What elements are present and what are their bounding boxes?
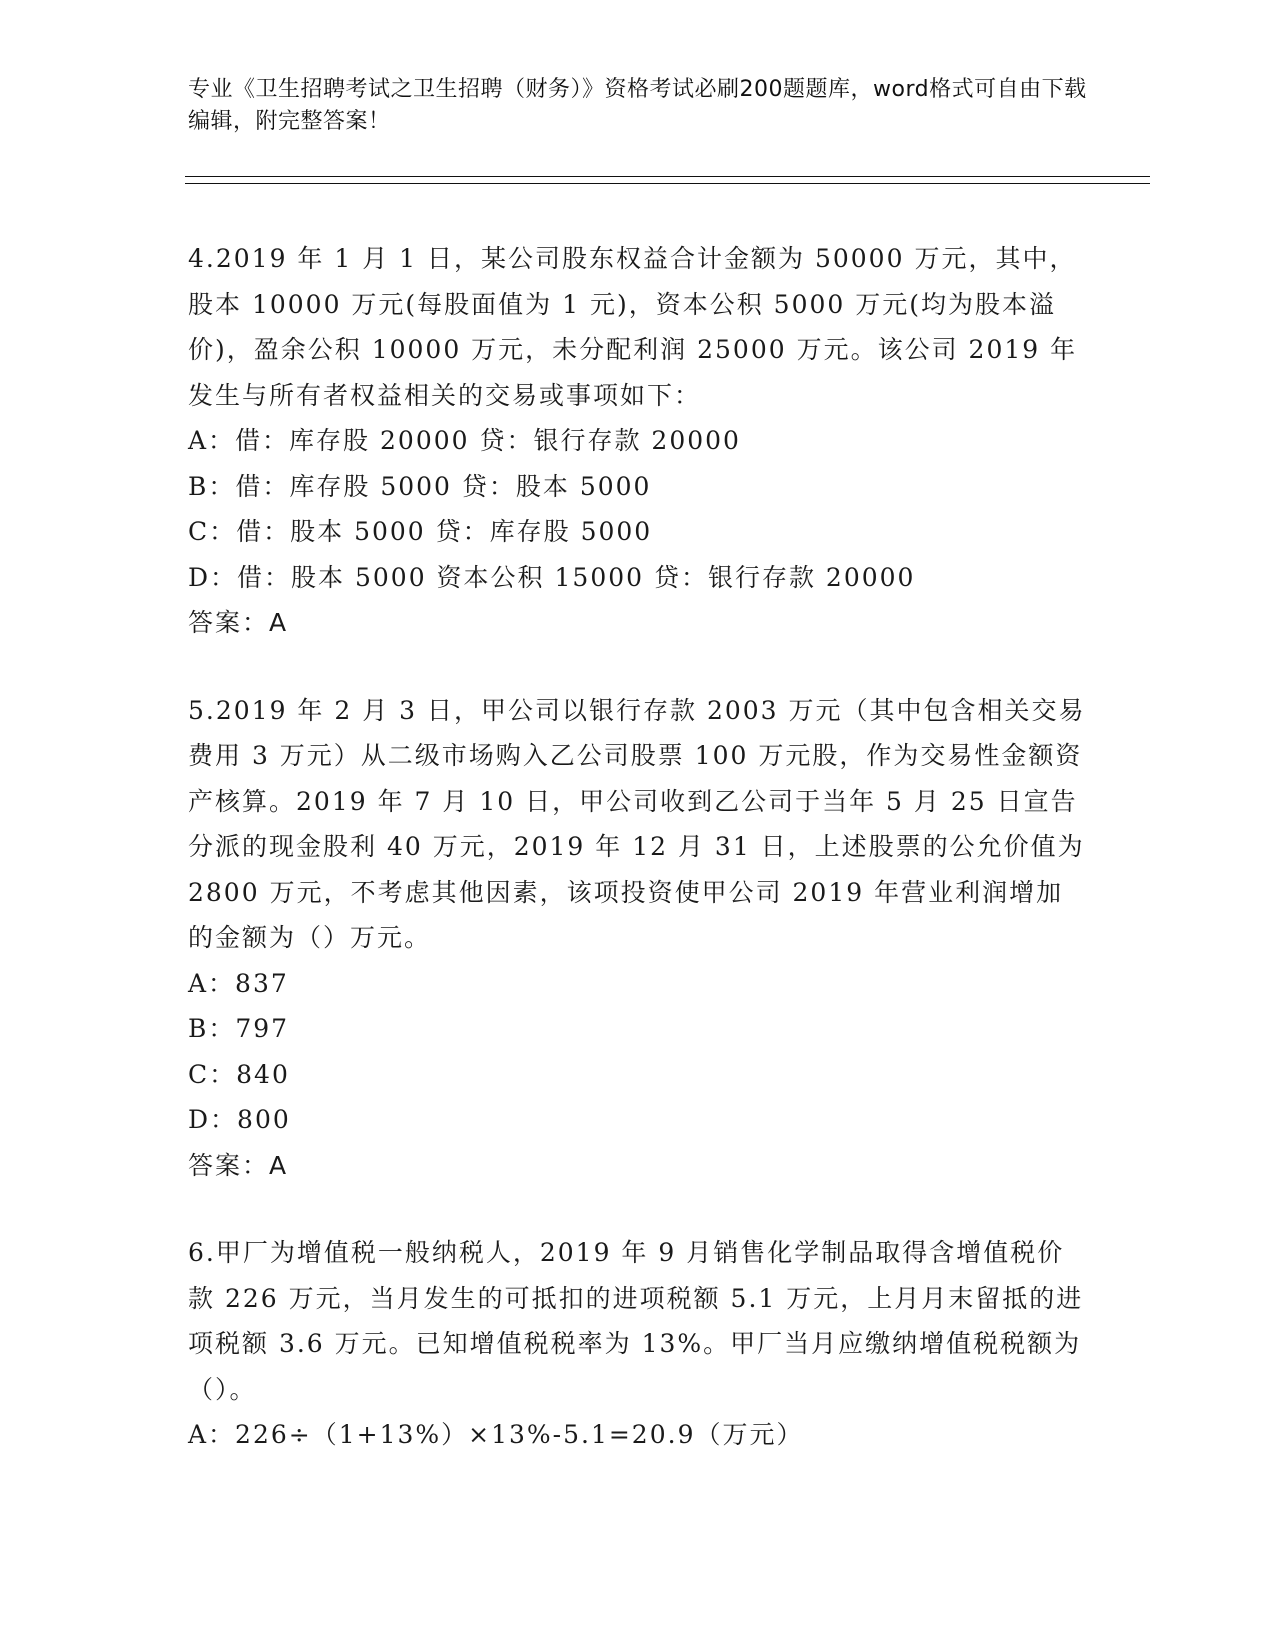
page-header-title: 专业《卫生招聘考试之卫生招聘（财务）》资格考试必刷200题题库，word格式可自由下载编辑，附完整答案！ bbox=[188, 77, 1087, 134]
option-c: C：借：股本 5000 贷：库存股 5000 bbox=[188, 517, 653, 546]
option-a: A：837 bbox=[188, 968, 289, 998]
answer-line: 答案：A bbox=[188, 608, 289, 637]
option-c: C：840 bbox=[188, 1059, 290, 1089]
option-b: B：797 bbox=[188, 1014, 290, 1043]
question-list bbox=[188, 236, 1088, 1500]
option-a: A：226÷（1+13%）×13%-5.1=20.9（万元） bbox=[188, 1420, 804, 1449]
question-stem: 6.甲厂为增值税一般纳税人，2019 年 9 月销售化学制品取得含增值税价款 226 万元，当月发生的可抵扣的进项税额 5.1 万元，上月月末留抵的进项税额 3.6 万元。已知增值税税率为 13%。甲厂当月应缴纳增值税税额为（）。 bbox=[188, 1238, 1084, 1404]
question-stem: 4.2019 年 1 月 1 日，某公司股东权益合计金额为 50000 万元，其中，股本 10000 万元(每股面值为 1 元)，资本公积 5000 万元(均为股本溢价)，盈余公积 10000 万元，未分配利润 25000 万元。该公司 2019 年发生与所有者权益相关的交易或事项如下： bbox=[188, 244, 1078, 410]
option-d: D：800 bbox=[188, 1105, 291, 1134]
answer-line: 答案：A bbox=[188, 1150, 289, 1180]
question-stem: 5.2019 年 2 月 3 日，甲公司以银行存款 2003 万元（其中包含相关交易费用 3 万元）从二级市场购入乙公司股票 100 万元股，作为交易性金额资产核算。2019 年 7 月 10 日，甲公司收到乙公司于当年 5 月 25 日宣告分派的现金股利 40 万元，2019 年 12 月 31 日，上述股票的公允价值为 2800 万元，不考虑其他因素，该项投资使甲公司 2019 年营业利润增加的金额为（）万元。 bbox=[188, 695, 1086, 952]
question-item-4 bbox=[188, 236, 1088, 646]
question-item-6 bbox=[188, 1230, 1088, 1458]
option-b: B：借：库存股 5000 贷：股本 5000 bbox=[188, 471, 652, 501]
header-double-rule bbox=[185, 176, 1150, 184]
option-d: D：借：股本 5000 资本公积 15000 贷：银行存款 20000 bbox=[188, 562, 916, 592]
option-a: A：借：库存股 20000 贷：银行存款 20000 bbox=[188, 426, 741, 455]
question-item-5 bbox=[188, 688, 1088, 1189]
